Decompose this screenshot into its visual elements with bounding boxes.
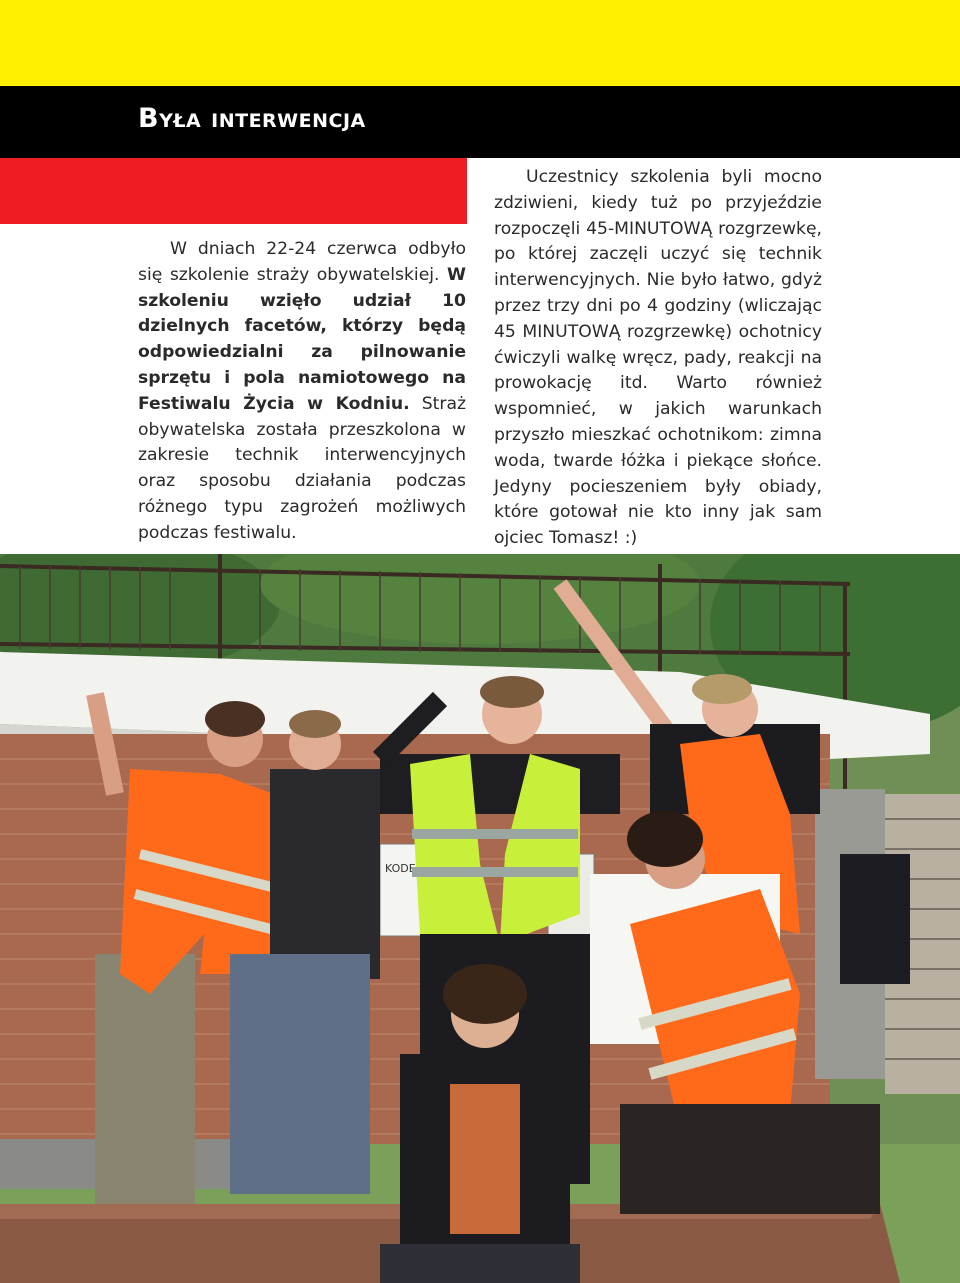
left-column-intro: W dniach 22-24 czerwca odbyło się szkolenie straży obywatelskiej. xyxy=(138,239,466,285)
left-column-bold: W szkoleniu wzięło udział 10 dzielnych facetów, którzy będą odpowiedzialni za pilnowanie sprzętu i pola namiotowego na Festiwalu Życia w Kodniu. xyxy=(138,264,466,414)
left-column-rest: Straż obywatelska została przeszkolona w zakresie technik interwencyjnych oraz sposobu działania podczas różnego typu zagrożeń możliwych podczas festiwalu. xyxy=(138,393,466,543)
wall-sign-text: KODE xyxy=(385,862,416,875)
article-title: Była interwencja xyxy=(138,103,366,134)
article-left-column xyxy=(138,237,466,547)
group-photo xyxy=(0,554,960,1283)
article-right-column: Uczestnicy szkolenia byli mocno zdziwieni, kiedy tuż po przyjeździe rozpoczęli 45-MINUTOWĄ rozgrzewkę, po której zaczęli uczyć się technik interwencyjnych. Nie było łatwo, gdyż przez trzy dni po 4 godziny (wliczając 45 MINUTOWĄ rozgrzewkę) ochotnicy ćwiczyli walkę wręcz, pady, reakcji na prowokację itd. Warto również wspomnieć, w jakich warunkach przyszło mieszkać ochotnikom: zimna woda, twarde łóżka i piekące słońce. Jedyny pocieszeniem były obiady, które gotował nie kto inny jak sam ojciec Tomasz! :) xyxy=(494,167,822,549)
header-red-band xyxy=(0,158,467,224)
header-yellow-band xyxy=(0,0,960,86)
